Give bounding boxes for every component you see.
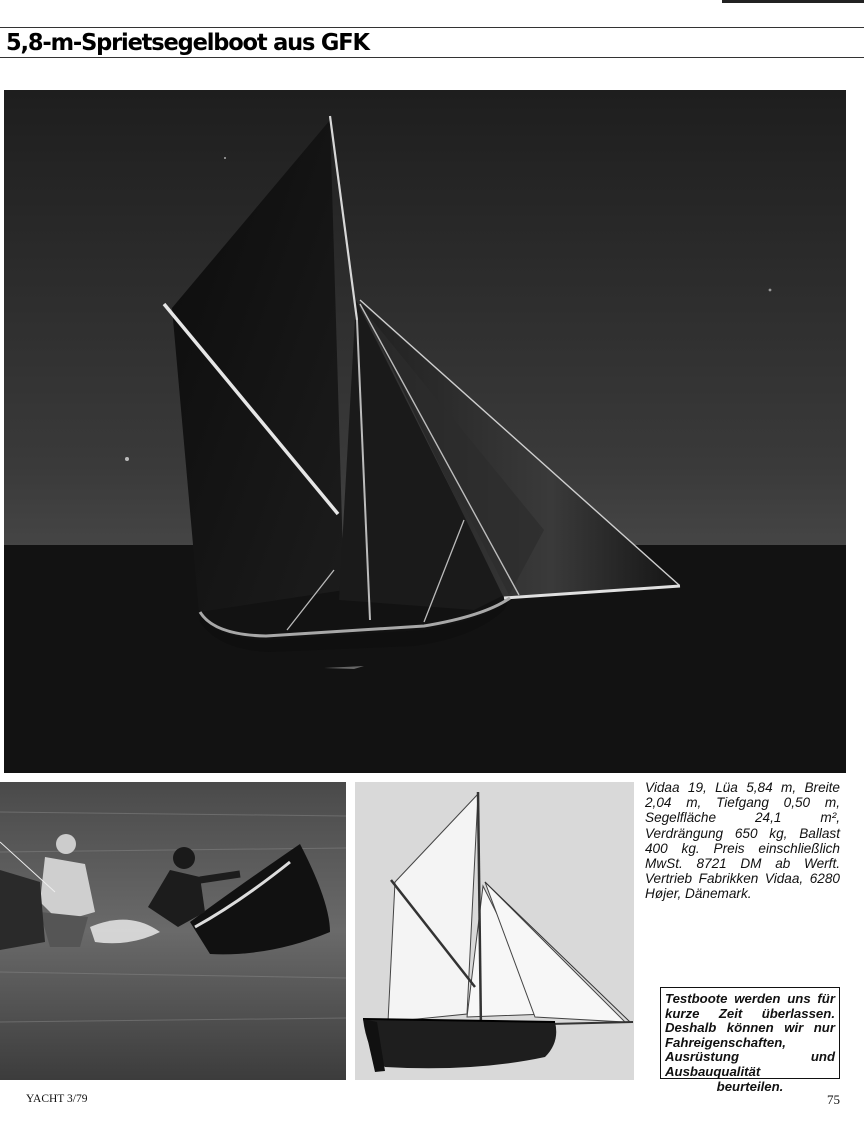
- page-headline: 5,8-m-Sprietsegelboot aus GFK: [6, 30, 369, 56]
- photo-men-launching-boat: [0, 782, 346, 1080]
- top-rule-right: [722, 0, 864, 3]
- header-rule-bottom: [0, 57, 864, 58]
- header-rule-top: [0, 27, 864, 28]
- boat-spec-caption: Vidaa 19, Lüa 5,84 m, Breite 2,04 m, Tiefgang 0,50 m, Segelfläche 24,1 m², Verdrängung 650 kg, Ballast 400 kg. Preis einschließlich MwSt. 8721 DM ab Werft. Vertrieb Fabrikken Vidaa, 6280 Højer, Dänemark.: [645, 780, 840, 902]
- main-photo-sailboat: [4, 90, 846, 773]
- notice-text: Testboote werden uns für kurze Zeit überlassen. Deshalb können wir nur Fahreigenschaften, Ausrüstung und Ausbauqualität: [665, 991, 835, 1079]
- footer-issue: YACHT 3/79: [26, 1093, 88, 1105]
- sail-plan-drawing: [355, 782, 634, 1080]
- test-boat-notice-box: [660, 987, 840, 1094]
- page-number: 75: [827, 1092, 840, 1107]
- notice-text-last-line: beurteilen.: [716, 1078, 784, 1094]
